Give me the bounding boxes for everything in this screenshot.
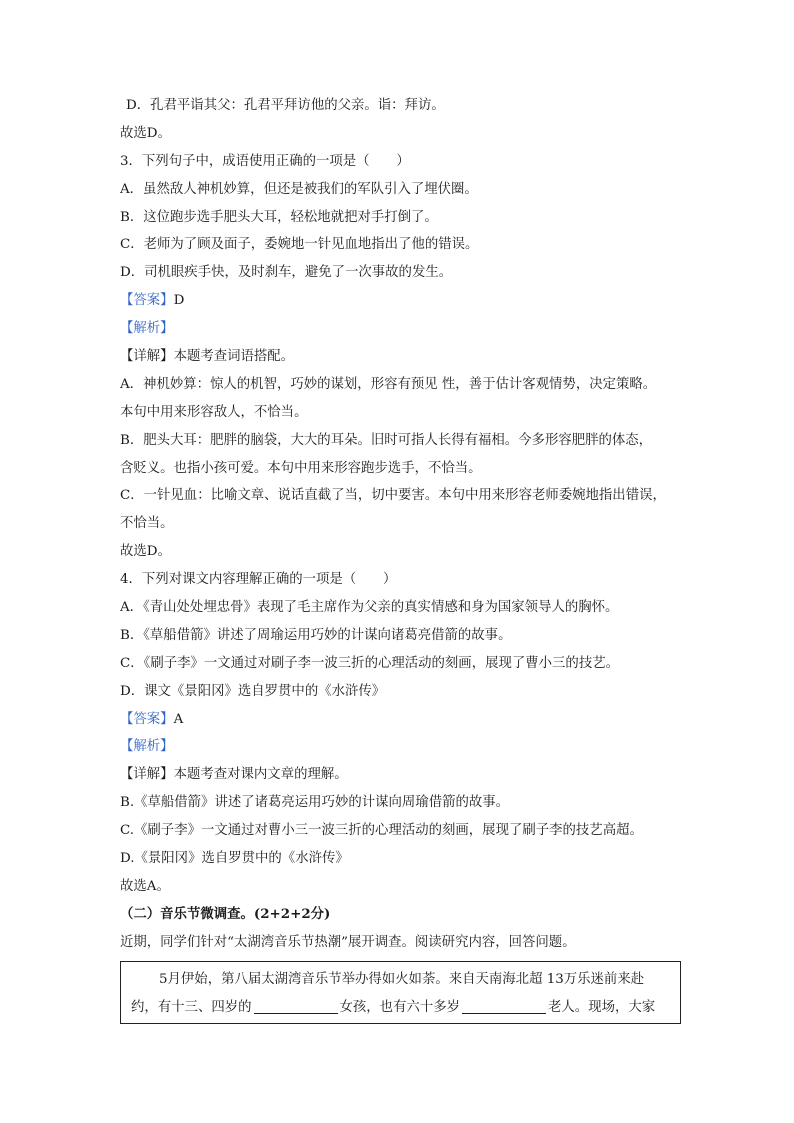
answer-value: D bbox=[173, 293, 185, 309]
q3-explanation: 本句中用来形容敌人，不恰当。 bbox=[120, 404, 308, 420]
q3-explanation: B．肥头大耳：肥胖的脑袋，大大的耳朵。旧时可指人长得有福相。今多形容肥胖的体态， bbox=[120, 432, 653, 448]
section-intro: 近期，同学们针对“太湖湾音乐节热潮”展开调查。阅读研究内容，回答问题。 bbox=[120, 934, 576, 950]
fill-blank bbox=[462, 999, 546, 1014]
q4-explanation: D.《景阳冈》选自罗贯中的《水浒传》 bbox=[120, 851, 349, 867]
answer-tag: 【答案】 bbox=[120, 711, 174, 727]
q3-option-d: D．司机眼疾手快，及时刹车，避免了一次事故的发生。 bbox=[120, 265, 453, 281]
q4-conclusion: 故选A。 bbox=[120, 878, 170, 894]
q4-option-a: A．《青山处处埋忠骨》表现了毛主席作为父亲的真实情感和身为国家领导人的胸怀。 bbox=[120, 600, 619, 616]
detail-tag: 【详解】 bbox=[120, 349, 174, 365]
q4-option-d: D．课文《景阳冈》选自罗贯中的《水浒传》 bbox=[120, 683, 386, 699]
q3-option-c: C．老师为了顾及面子，委婉地一针见血地指出了他的错误。 bbox=[120, 237, 479, 253]
section-heading: （二）音乐节微调查。(2+2+2分) bbox=[120, 905, 331, 922]
q4-explanation: B.《草船借箭》讲述了诸葛亮运用巧妙的计谋向周瑜借箭的故事。 bbox=[120, 795, 510, 811]
q3-detail: 【详解】本题考查词语搭配。 bbox=[120, 349, 295, 365]
q4-analysis-tag: 【解析】 bbox=[120, 739, 174, 755]
q3-stem: 3．下列句子中，成语使用正确的一项是（ ） bbox=[120, 153, 410, 169]
reading-passage-box bbox=[120, 961, 681, 1025]
fill-blank bbox=[254, 999, 338, 1014]
q4-option-b: B．《草船借箭》讲述了周瑜运用巧妙的计谋向诸葛亮借箭的故事。 bbox=[120, 627, 512, 643]
q2-conclusion: 故选D。 bbox=[120, 125, 171, 141]
q3-conclusion: 故选D。 bbox=[120, 544, 171, 560]
q4-detail: 【详解】本题考查对课内文章的理解。 bbox=[120, 767, 348, 783]
q4-option-c: C．《刷子李》一文通过对刷子李一波三折的心理活动的刻画，展现了曹小三的技艺。 bbox=[120, 655, 619, 671]
detail-tag: 【详解】 bbox=[120, 767, 174, 783]
answer-tag: 【答案】 bbox=[120, 293, 174, 309]
q3-analysis-tag: 【解析】 bbox=[120, 321, 174, 337]
q3-answer bbox=[120, 287, 680, 315]
passage-line: 5月伊始，第八届太湖湾音乐节举办得如火如荼。来自天南海北超 13万乐迷前来赴 bbox=[159, 971, 645, 987]
passage-line: 约，有十三、四岁的 女孩，也有六十多岁 老人。现场，大家 bbox=[131, 999, 656, 1015]
answer-value: A bbox=[173, 711, 184, 727]
q3-explanation: 不恰当。 bbox=[120, 516, 174, 532]
q4-stem: 4．下列对课文内容理解正确的一项是（ ） bbox=[120, 572, 397, 588]
q2-option-d: D．孔君平诣其父：孔君平拜访他的父亲。诣：拜访。 bbox=[126, 98, 445, 113]
q3-explanation: C．一针见血：比喻文章、说话直截了当，切中要害。本句中用来形容老师委婉地指出错误， bbox=[120, 488, 666, 504]
q3-option-b: B．这位跑步选手肥头大耳，轻松地就把对手打倒了。 bbox=[120, 209, 438, 225]
q3-option-a: A．虽然敌人神机妙算，但还是被我们的军队引入了埋伏圈。 bbox=[120, 181, 478, 197]
q4-answer bbox=[120, 706, 680, 734]
q3-explanation: A．神机妙算：惊人的机智，巧妙的谋划，形容有预见 性，善于估计客观情势，决定策略。 bbox=[120, 376, 657, 392]
document-content bbox=[120, 92, 680, 1024]
q4-explanation: C.《刷子李》一文通过对曹小三一波三折的心理活动的刻画，展现了刷子李的技艺高超。 bbox=[120, 823, 643, 839]
q3-explanation: 含贬义。也指小孩可爱。本句中用来形容跑步选手，不恰当。 bbox=[120, 460, 482, 476]
